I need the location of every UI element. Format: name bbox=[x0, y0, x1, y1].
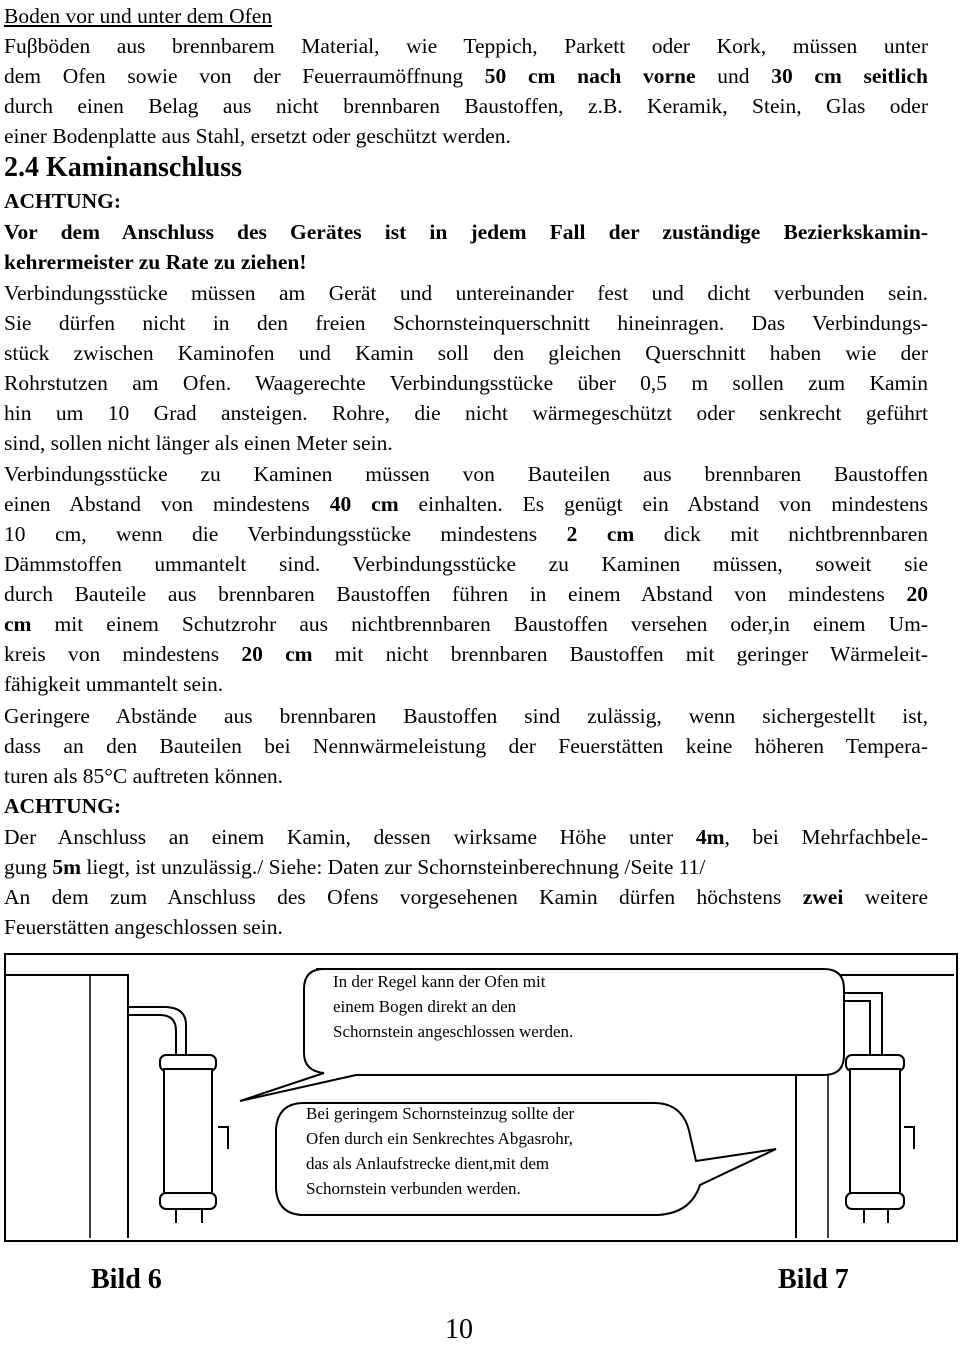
bubble2-line: Schornstein verbunden werden. bbox=[306, 1179, 521, 1198]
chimney-left bbox=[6, 975, 128, 1238]
figure-caption-left: Bild 6 bbox=[91, 1264, 162, 1295]
paragraph-line: Verbindungsstücke zu Kaminen müssen von Bauteilen aus brennbaren Baustoffen bbox=[4, 462, 928, 486]
paragraph-line: Der Anschluss an einem Kamin, dessen wirksame Höhe unter 4m, bei Mehrfachbele- bbox=[4, 825, 928, 849]
paragraph-line: fähigkeit ummantelt sein. bbox=[4, 672, 224, 696]
paragraph-line: cm mit einem Schutzrohr aus nichtbrennbaren Baustoffen versehen oder,in einem Um- bbox=[4, 612, 928, 636]
paragraph-line: An dem zum Anschluss des Ofens vorgesehenen Kamin dürfen höchstens zwei weitere bbox=[4, 885, 928, 909]
paragraph-line: gung 5m liegt, ist unzulässig./ Siehe: Daten zur Schornsteinberechnung /Seite 11/ bbox=[4, 855, 706, 879]
paragraph-line: einen Abstand von mindestens 40 cm einhalten. Es genügt ein Abstand von mindestens bbox=[4, 492, 929, 516]
stove-connection-figure bbox=[4, 953, 956, 1242]
paragraph-line: Dämmstoffen ummantelt sind. Verbindungsstücke zu Kaminen müssen, soweit sie bbox=[4, 552, 928, 576]
paragraph-line: dass an den Bauteilen bei Nennwärmeleistung der Feuerstätten keine höheren Tempera- bbox=[4, 734, 928, 758]
paragraph-line: hin um 10 Grad ansteigen. Rohre, die nicht wärmegeschützt oder senkrecht geführt bbox=[4, 401, 928, 425]
paragraph-line: Feuerstätten angeschlossen sein. bbox=[4, 915, 283, 939]
paragraph-line: durch einen Belag aus nicht brennbaren Baustoffen, z.B. Keramik, Stein, Glas oder bbox=[4, 94, 928, 118]
paragraph-line: 10 cm, wenn die Verbindungsstücke mindestens 2 cm dick mit nichtbrennbaren bbox=[4, 522, 928, 546]
page-number: 10 bbox=[445, 1314, 473, 1345]
paragraph-line: Fuβböden aus brennbarem Material, wie Teppich, Parkett oder Kork, müssen unter bbox=[4, 34, 928, 58]
stove-left bbox=[128, 1007, 228, 1223]
bubble1-line: In der Regel kann der Ofen mit bbox=[333, 972, 546, 991]
warning-label: ACHTUNG: bbox=[4, 794, 122, 818]
bubble2-line: Ofen durch ein Senkrechtes Abgasrohr, bbox=[306, 1129, 573, 1148]
paragraph-line: Rohrstutzen am Ofen. Waagerechte Verbindungsstücke über 0,5 m sollen zum Kamin bbox=[4, 371, 928, 395]
paragraph-line: einer Bodenplatte aus Stahl, ersetzt oder geschützt werden. bbox=[4, 124, 511, 148]
paragraph-line: stück zwischen Kaminofen und Kamin soll den gleichen Querschnitt haben wie der bbox=[4, 341, 928, 365]
bubble2-line: das als Anlaufstrecke dient,mit dem bbox=[306, 1154, 550, 1173]
warning-label: ACHTUNG: bbox=[4, 189, 122, 213]
paragraph-line: durch Bauteile aus brennbaren Baustoffen führen in einem Abstand von mindestens 20 bbox=[4, 582, 928, 606]
paragraph-line: Geringere Abstände aus brennbaren Baustoffen sind zulässig, wenn sichergestellt ist, bbox=[4, 704, 928, 728]
paragraph-line: sind, sollen nicht länger als einen Meter sein. bbox=[4, 431, 393, 455]
paragraph-line: kreis von mindestens 20 cm mit nicht brennbaren Baustoffen mit geringer Wärmeleit- bbox=[4, 642, 928, 666]
chapter-heading: 2.4 Kaminanschluss bbox=[4, 152, 243, 183]
warning-line: Vor dem Anschluss des Gerätes ist in jedem Fall der zuständige Bezierkskamin- bbox=[4, 220, 928, 244]
paragraph-line: Sie dürfen nicht in den freien Schornsteinquerschnitt hineinragen. Das Verbindungs- bbox=[4, 311, 928, 335]
warning-line: kehrermeister zu Rate zu ziehen! bbox=[4, 250, 307, 274]
paragraph-line: dem Ofen sowie von der Feuerraumöffnung 50 cm nach vorne und 30 cm seitlich bbox=[4, 64, 929, 88]
paragraph-line: turen als 85°C auftreten können. bbox=[4, 764, 284, 788]
figure-caption-right: Bild 7 bbox=[778, 1264, 849, 1295]
bubble1-line: Schornstein angeschlossen werden. bbox=[333, 1022, 574, 1041]
bubble2-line: Bei geringem Schornsteinzug sollte der bbox=[306, 1104, 575, 1123]
section-heading: Boden vor und unter dem Ofen bbox=[4, 4, 273, 28]
paragraph-line: Verbindungsstücke müssen am Gerät und untereinander fest und dicht verbunden sein. bbox=[4, 281, 928, 305]
bubble1-line: einem Bogen direkt an den bbox=[333, 997, 517, 1016]
